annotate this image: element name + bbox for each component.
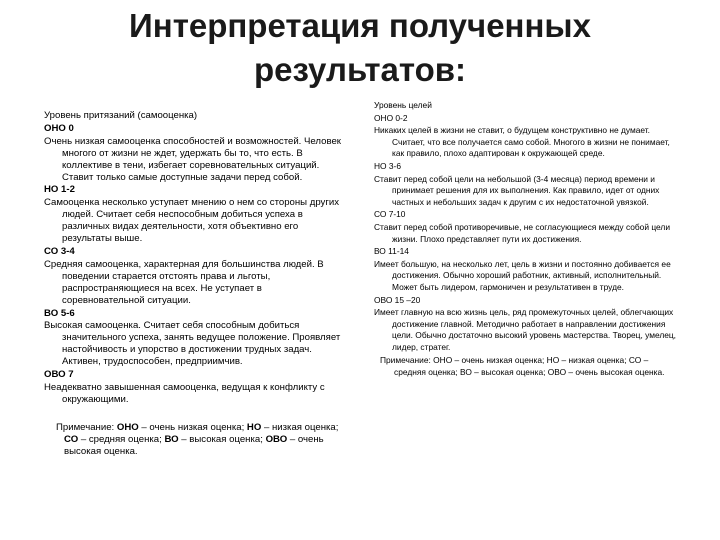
level-code: НО 3-6 xyxy=(374,160,401,171)
level-description: Имеет большую, на несколько лет, цель в жизни и постоянно добивается ее достижения. Обычно хороший работник, активный, исполнительный. Может быть лидером, гармоничен и результативен в труде. xyxy=(374,258,671,292)
slide-title xyxy=(60,4,660,92)
level-code: СО 7-10 xyxy=(374,209,406,220)
level-code: СО 3-4 xyxy=(44,245,75,257)
self-esteem-column xyxy=(44,110,344,458)
self-esteem-heading: Уровень притязаний (самооценка) xyxy=(44,110,198,121)
legend-note: Примечание: ОНО – очень низкая оценка; НО – низкая оценка; СО – средняя оценка; ВО – высокая оценка; ОВО – очень высокая оценка. xyxy=(56,421,339,457)
level-code: ОВО 15 –20 xyxy=(374,294,421,305)
level-code: ОВО 7 xyxy=(44,369,74,381)
level-code: НО 1-2 xyxy=(44,184,75,196)
level-description: Имеет главную на всю жизнь цель, ряд промежуточных целей, облегчающих достижение главной. Методично работает в направлении достижения цели. Обычно достаточно высокий уровень мастерства. Творец, умелец, лидер, стратег. xyxy=(374,307,677,352)
goals-heading: Уровень целей xyxy=(374,100,432,110)
level-code: ВО 5-6 xyxy=(44,307,75,319)
level-code: ОНО 0 xyxy=(44,122,74,134)
level-description: Никаких целей в жизни не ставит, о будущем конструктивно не думает. Считает, что все получается само собой. Многого в жизни не понимает, как правило, плохо адаптирован к окружающей среде. xyxy=(374,125,670,159)
level-description: Самооценка несколько уступает мнению о нем со стороны других людей. Считает себя неспособным добиться успеха в различных видах деятельности, хотя объективно его результаты выше. xyxy=(44,197,339,245)
title-line-1: Интерпретация полученных xyxy=(129,7,591,44)
level-description: Ставит перед собой цели на небольшой (3-4 месяца) период времени и принимает решения для их выполнения. Как правило, идет от одних частных и небольших задач к другим с их недостаточной увязкой. xyxy=(374,173,660,207)
level-description: Очень низкая самооценка способностей и возможностей. Человек многого от жизни не ждет, удержать бы то, что есть. В коллективе в тени, избегает соревновательных ситуаций. Ставит только самые доступные задачи перед собой. xyxy=(44,135,341,183)
level-description: Высокая самооценка. Считает себя способным добиться значительного успеха, занять ведущее положение. Проявляет настойчивость и упорство в достижении трудных задач. Активен, трудоспособен, предприимчив. xyxy=(44,320,341,368)
level-description: Ставит перед собой противоречивые, не согласующиеся между собой цели жизни. Плохо представляет пути их достижения. xyxy=(374,221,670,244)
title-line-2: результатов: xyxy=(253,51,467,88)
level-code: ОНО 0-2 xyxy=(374,112,408,123)
level-description: Средняя самооценка, характерная для большинства людей. В поведении старается отстоять права и льготы, распространяющиеся на всех. Не уступает в соревновательной ситуации. xyxy=(44,258,324,306)
level-description: Неадекватно завышенная самооценка, ведущая к конфликту с окружающими. xyxy=(44,381,325,405)
goals-column xyxy=(374,100,680,380)
legend-note: Примечание: ОНО – очень низкая оценка; НО – низкая оценка; СО – средняя оценка; ВО – высокая оценка; ОВО – очень высокая оценка. xyxy=(380,355,665,378)
level-code: ВО 11-14 xyxy=(374,246,409,257)
